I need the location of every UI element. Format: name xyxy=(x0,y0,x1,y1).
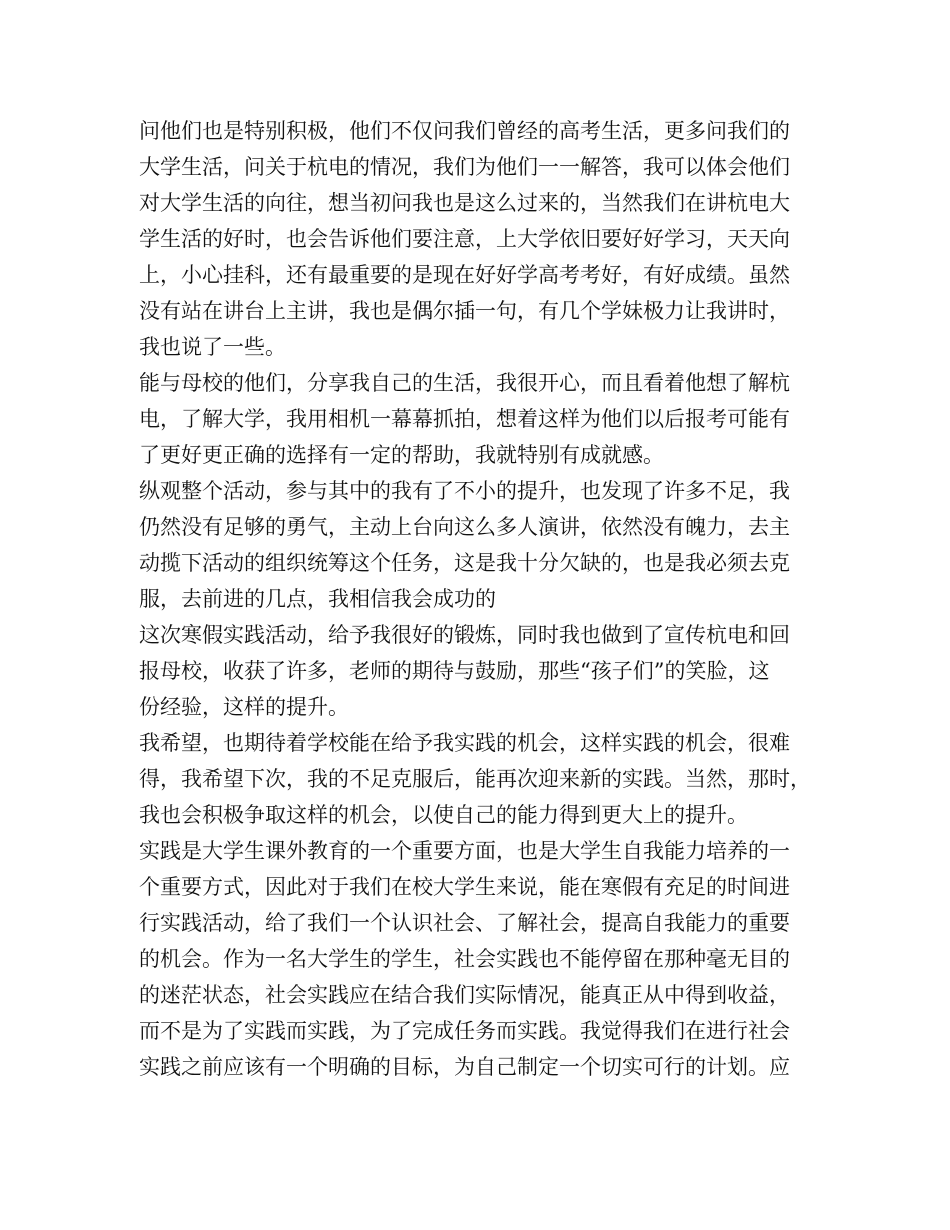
text-line: 这次寒假实践活动，给予我很好的锻炼，同时我也做到了宣传杭电和回 xyxy=(139,623,790,647)
document-body-text xyxy=(139,113,839,1085)
text-line: 的迷茫状态，社会实践应在结合我们实际情况，能真正从中得到收益， xyxy=(139,983,790,1007)
text-line: 动揽下活动的组织统筹这个任务，这是我十分欠缺的，也是我必须去克 xyxy=(139,551,790,575)
text-line: 能与母校的他们，分享我自己的生活，我很开心，而且看着他想了解杭 xyxy=(139,371,790,395)
text-line: 实践之前应该有一个明确的目标，为自己制定一个切实可行的计划。应 xyxy=(139,1055,790,1079)
text-line: 大学生活，问关于杭电的情况，我们为他们一一解答，我可以体会他们 xyxy=(139,155,790,179)
text-line: 我也会积极争取这样的机会，以使自己的能力得到更大上的提升。 xyxy=(139,803,748,827)
text-line: 而不是为了实践而实践，为了完成任务而实践。我觉得我们在进行社会 xyxy=(139,1019,790,1043)
text-line: 我希望，也期待着学校能在给予我实践的机会，这样实践的机会，很难 xyxy=(139,731,790,755)
text-line: 个重要方式，因此对于我们在校大学生来说，能在寒假有充足的时间进 xyxy=(139,875,790,899)
text-line: 行实践活动，给了我们一个认识社会、了解社会，提高自我能力的重要 xyxy=(139,911,790,935)
text-line: 的机会。作为一名大学生的学生，社会实践也不能停留在那种毫无目的 xyxy=(139,947,790,971)
text-line: 份经验，这样的提升。 xyxy=(139,695,349,719)
text-line: 对大学生活的向往，想当初问我也是这么过来的，当然我们在讲杭电大 xyxy=(139,191,790,215)
text-line: 我也说了一些。 xyxy=(139,335,286,359)
text-line: 仍然没有足够的勇气，主动上台向这么多人演讲，依然没有魄力，去主 xyxy=(139,515,790,539)
text-line: 没有站在讲台上主讲，我也是偶尔插一句，有几个学妹极力让我讲时， xyxy=(139,299,790,323)
text-line: 上，小心挂科，还有最重要的是现在好好学高考考好，有好成绩。虽然 xyxy=(139,263,790,287)
text-line: 电，了解大学，我用相机一幕幕抓拍，想着这样为他们以后报考可能有 xyxy=(139,407,790,431)
text-line: 报母校，收获了许多，老师的期待与鼓励，那些“孩子们”的笑脸，这 xyxy=(139,659,770,683)
text-line: 得，我希望下次，我的不足克服后，能再次迎来新的实践。当然，那时， xyxy=(139,767,811,791)
text-line: 学生活的好时，也会告诉他们要注意，上大学依旧要好好学习，天天向 xyxy=(139,227,790,251)
text-line: 实践是大学生课外教育的一个重要方面，也是大学生自我能力培养的一 xyxy=(139,839,790,863)
text-line: 了更好更正确的选择有一定的帮助，我就特别有成就感。 xyxy=(139,443,664,467)
text-line: 服，去前进的几点，我相信我会成功的 xyxy=(139,587,496,611)
text-line: 问他们也是特别积极，他们不仅问我们曾经的高考生活，更多问我们的 xyxy=(139,119,790,143)
text-line: 纵观整个活动，参与其中的我有了不小的提升，也发现了许多不足，我 xyxy=(139,479,790,503)
